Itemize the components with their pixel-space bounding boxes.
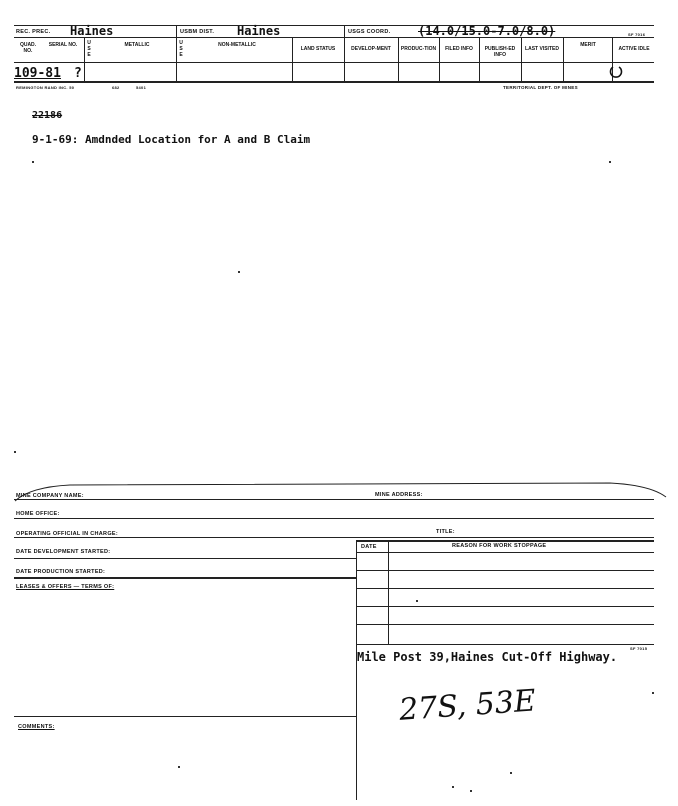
col-use-nonmetallic: U S E — [179, 40, 183, 58]
print-code-1: 682 — [112, 85, 120, 90]
date-col-header: DATE — [361, 544, 377, 550]
col-quad-no: QUAD. NO. — [19, 42, 37, 54]
title-label: TITLE: — [436, 529, 455, 535]
form-top-curve — [10, 475, 670, 505]
rec-prec-label: REC. PREC. — [16, 29, 51, 35]
quad-value: 109-81 — [14, 66, 61, 81]
col-serial-no: SERIAL NO. — [48, 42, 78, 48]
date-production-label: DATE PRODUCTION STARTED: — [16, 569, 106, 575]
entry-id: 22186 — [32, 110, 63, 121]
usbm-dist-label: USBM DIST. — [180, 29, 215, 35]
circle-mark-icon — [609, 65, 623, 79]
col-published-info: PUBLISH-ED INFO — [484, 46, 516, 58]
form-number-2: SF 7015 — [630, 646, 648, 651]
home-office-label: HOME OFFICE: — [16, 511, 60, 517]
col-use-metallic: U S E — [87, 40, 91, 58]
col-metallic: METALLIC — [124, 42, 150, 48]
mine-company-name-label: MINE COMPANY NAME: — [16, 493, 84, 499]
serial-value: ? — [74, 66, 82, 81]
date-development-label: DATE DEVELOPMENT STARTED: — [16, 549, 111, 555]
col-development: DEVELOP-MENT — [351, 46, 391, 52]
rec-prec-value: Haines — [70, 24, 114, 38]
col-land-status: LAND STATUS — [300, 46, 336, 52]
col-production: PRODUC-TION — [400, 46, 437, 52]
printer-line: REMINGTON RAND INC. 50 — [16, 85, 75, 90]
operating-official-label: OPERATING OFFICIAL IN CHARGE: — [16, 531, 118, 537]
usgs-coord-label: USGS COORD. — [348, 29, 391, 35]
col-active-idle: ACTIVE IDLE — [618, 46, 650, 52]
usbm-dist-value: Haines — [237, 24, 281, 38]
entry-note: 9-1-69: Amdnded Location for A and B Claim — [32, 133, 311, 146]
mine-address-label: MINE ADDRESS: — [375, 492, 423, 498]
usgs-coord-value: (14.0/15.0-7.0/8.0) — [418, 24, 556, 38]
reason-col-header: REASON FOR WORK STOPPAGE — [452, 543, 547, 549]
print-code-2: 5401 — [136, 85, 147, 90]
col-filed-info: FILED INFO — [445, 46, 473, 52]
leases-label: LEASES & OFFERS — TERMS OF: — [16, 584, 115, 590]
location-text: Mile Post 39,Haines Cut-Off Highway. — [357, 650, 618, 664]
form-number: SF 7016 — [628, 32, 646, 37]
comments-label: COMMENTS: — [18, 724, 55, 730]
col-last-visited: LAST VISITED — [525, 46, 559, 52]
col-merit: MERIT — [580, 42, 596, 48]
department-name: TERRITORIAL DEPT. OF MINES — [503, 85, 578, 90]
col-non-metallic: NON-METALLIC — [218, 42, 256, 48]
handwritten-township: 27S, 53E — [398, 683, 537, 728]
